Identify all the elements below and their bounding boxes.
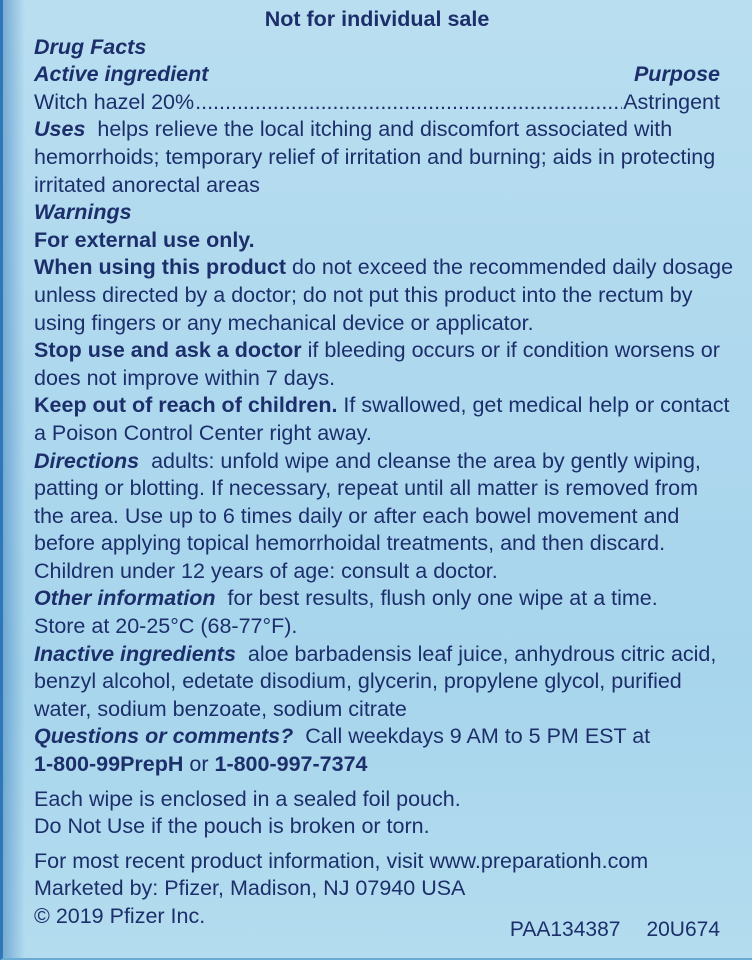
uses-line-1 bbox=[34, 116, 720, 144]
questions-text: Call weekdays 9 AM to 5 PM EST at bbox=[305, 724, 651, 749]
uses-line-3: irritated anorectal areas bbox=[34, 172, 260, 197]
children-line-2: a Poison Control Center right away. bbox=[34, 420, 372, 445]
directions-heading: Directions bbox=[34, 448, 140, 473]
active-ingredient-heading: Active ingredient bbox=[34, 62, 209, 87]
spacer bbox=[34, 841, 720, 848]
stop-use-line-1 bbox=[34, 337, 720, 365]
inactive-line-1 bbox=[34, 641, 720, 669]
questions-heading: Questions or comments? bbox=[34, 724, 294, 749]
children-line-1 bbox=[34, 392, 730, 420]
drug-facts-title: Drug Facts bbox=[34, 34, 147, 59]
directions-line-3: the area. Use up to 6 times daily or after each bowel movement and bbox=[34, 503, 680, 528]
directions-line-2: patting or blotting. If necessary, repeat until all matter is removed from bbox=[34, 476, 699, 501]
when-using-text: do not exceed the recommended daily dosage bbox=[292, 255, 734, 280]
phone-number-2: 1-800-997-7374 bbox=[214, 752, 368, 777]
purpose-heading: Purpose bbox=[633, 62, 720, 87]
inactive-line-3: water, sodium benzoate, sodium citrate bbox=[34, 696, 407, 721]
pouch-line-1: Each wipe is enclosed in a sealed foil pouch. bbox=[34, 786, 461, 811]
warnings-heading: Warnings bbox=[34, 200, 132, 225]
uses-heading: Uses bbox=[34, 117, 86, 142]
uses-line-2: hemorrhoids; temporary relief of irritation and burning; aids in protecting bbox=[34, 144, 716, 169]
when-using-heading: When using this product bbox=[34, 255, 287, 280]
product-codes bbox=[484, 918, 720, 942]
leader-dots bbox=[195, 89, 622, 117]
copyright-line: © 2019 Pfizer Inc. bbox=[34, 904, 206, 928]
pouch-line-2: Do Not Use if the pouch is broken or torn. bbox=[34, 814, 430, 839]
phone-number-1: 1-800-99PrepH bbox=[34, 752, 184, 777]
ingredient-purpose: Astringent bbox=[623, 89, 720, 114]
directions-line-5: Children under 12 years of age: consult a doctor. bbox=[34, 558, 498, 583]
other-info-heading: Other information bbox=[34, 586, 216, 611]
children-heading: Keep out of reach of children. bbox=[34, 393, 338, 418]
directions-text: adults: unfold wipe and cleanse the area by gently wiping, bbox=[151, 448, 701, 473]
inactive-heading: Inactive ingredients bbox=[34, 641, 236, 666]
sale-notice: Not for individual sale bbox=[264, 7, 490, 31]
spacer bbox=[34, 779, 720, 786]
stop-use-text: if bleeding occurs or if condition worsens or bbox=[307, 338, 720, 363]
stop-use-heading: Stop use and ask a doctor bbox=[34, 338, 302, 363]
active-ingredient: Witch hazel 20% bbox=[34, 89, 195, 114]
directions-line-1 bbox=[34, 448, 720, 476]
uses-text: helps relieve the local itching and discomfort associated with bbox=[97, 117, 673, 142]
phone-or: or bbox=[189, 752, 209, 777]
marketed-by-line: Marketed by: Pfizer, Madison, NJ 07940 USA bbox=[34, 876, 466, 901]
when-using-line-1 bbox=[34, 254, 734, 282]
when-using-line-3: using fingers or any mechanical device or applicator. bbox=[34, 310, 534, 335]
children-text: If swallowed, get medical help or contact bbox=[343, 393, 730, 418]
questions-line-2 bbox=[34, 751, 720, 779]
product-code-1: PAA134387 bbox=[509, 918, 621, 941]
stop-use-line-2: does not improve within 7 days. bbox=[34, 365, 336, 390]
inactive-line-2: benzyl alcohol, edetate disodium, glycerin, propylene glycol, purified bbox=[34, 669, 682, 694]
when-using-line-2: unless directed by a doctor; do not put this product into the rectum by bbox=[34, 282, 693, 307]
inactive-text: aloe barbadensis leaf juice, anhydrous citric acid, bbox=[247, 641, 717, 666]
active-ingredient-header-row bbox=[34, 61, 720, 89]
other-info-line-1 bbox=[34, 585, 720, 613]
active-ingredient-row bbox=[34, 89, 720, 117]
questions-line-1 bbox=[34, 723, 720, 751]
directions-line-4: before applying topical hemorrhoidal treatments, and then discard. bbox=[34, 531, 666, 556]
other-info-text: for best results, flush only one wipe at a time. bbox=[227, 586, 658, 611]
product-code-2: 20U674 bbox=[646, 918, 720, 941]
other-info-line-2: Store at 20-25°C (68-77°F). bbox=[34, 614, 298, 639]
product-info-line: For most recent product information, visit www.preparationh.com bbox=[34, 848, 649, 873]
external-use-warning: For external use only. bbox=[34, 227, 255, 252]
